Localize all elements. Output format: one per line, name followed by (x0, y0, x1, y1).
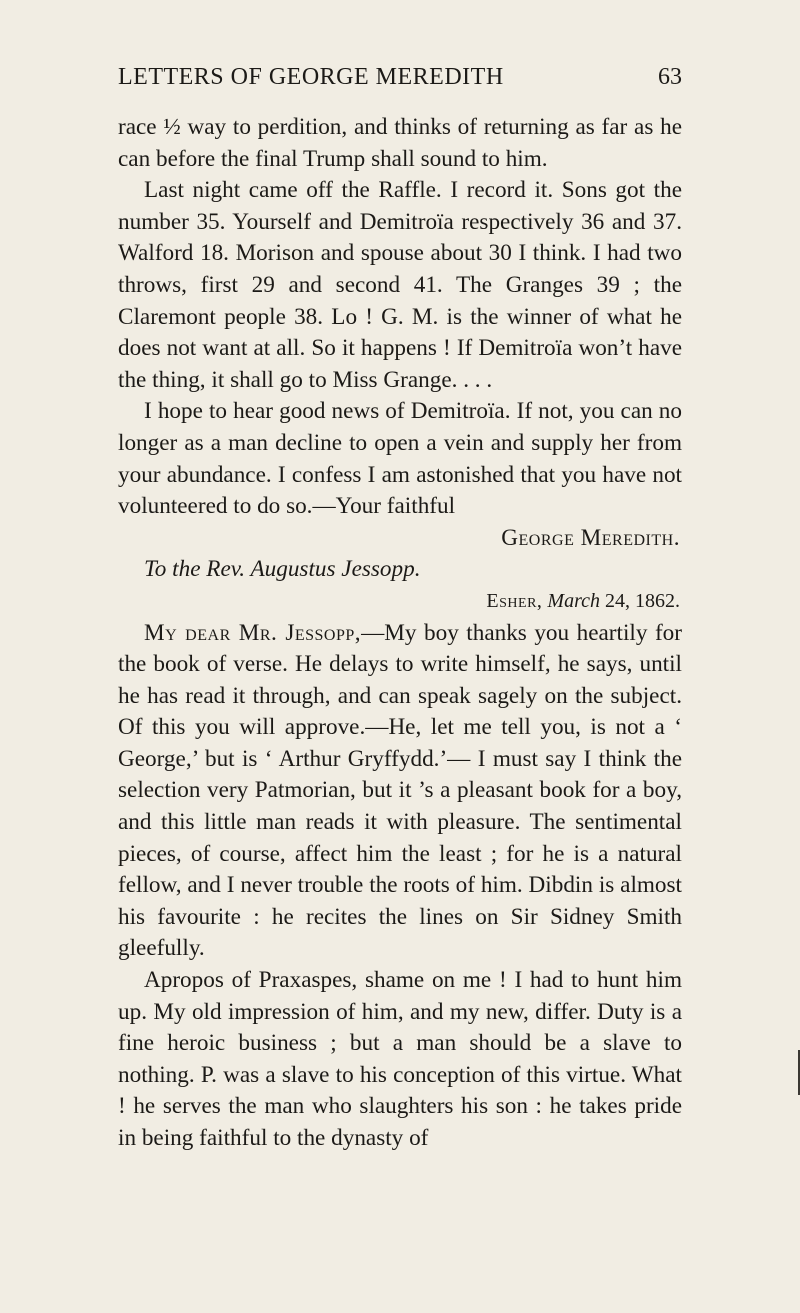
page-number: 63 (658, 64, 682, 90)
paragraph: I hope to hear good news of Demitroïa. If not, you can no longer as a man decline to open a vein and supply her from your abundance. I confess I am astonished that you have not volunteered to do so.—Your faithful (118, 398, 682, 520)
letter-heading: To the Rev. Augustus Jessopp. (144, 556, 421, 583)
salutation: My dear Mr. Jessopp, (144, 619, 362, 646)
paragraph: race ½ way to perdition, and thinks of returning as far as he can before the final Trump shall sound to him. (118, 114, 682, 172)
running-head: LETTERS OF GEORGE MEREDITH (118, 64, 504, 90)
paragraph: Last night came off the Raffle. I record it. Sons got the number 35. Yourself and Demitroïa respectively 36 and 37. Walford 18. Morison and spouse about 30 I think. I had two throws, first 29 and second 41. The Granges 39 ; the Claremont people 38. Lo ! G. M. is the winner of what he does not want at all. So it happens ! If Demitroïa won’t have the thing, it shall go to Miss Grange. . . . (118, 177, 682, 393)
page-header (118, 64, 682, 94)
paragraph: Apropos of Praxaspes, shame on me ! I had to hunt him up. My old impression of him, and my new, differ. Duty is a fine heroic business ; but a man should be a slave to nothing. P. was a slave to his conception of this virtue. What ! he serves the man who slaughters his son : he takes pride in being faithful to the dynasty of (118, 967, 682, 1151)
body-text (118, 112, 682, 1155)
signature: George Meredith. (501, 524, 680, 551)
paragraph: My dear Mr. Jessopp,—My boy thanks you heartily for the book of verse. He delays to write himself, he says, until he has read it through, and can speak sagely on the subject. Of this you will approve.—He, let me tell you, is not a ‘ George,’ but is ‘ Arthur Gryffydd.’— I must say I think the selection very Patmorian, but it ’s a pleasant book for a boy, and this little man reads it with pleasure. The sentimental pieces, of course, affect him the least ; for he is a natural fellow, and I never trouble the roots of him. Dibdin is almost his favourite : he recites the lines on Sir Sidney Smith gleefully. (118, 619, 682, 962)
dateline: Esher, March 24, 1862. (486, 589, 680, 612)
